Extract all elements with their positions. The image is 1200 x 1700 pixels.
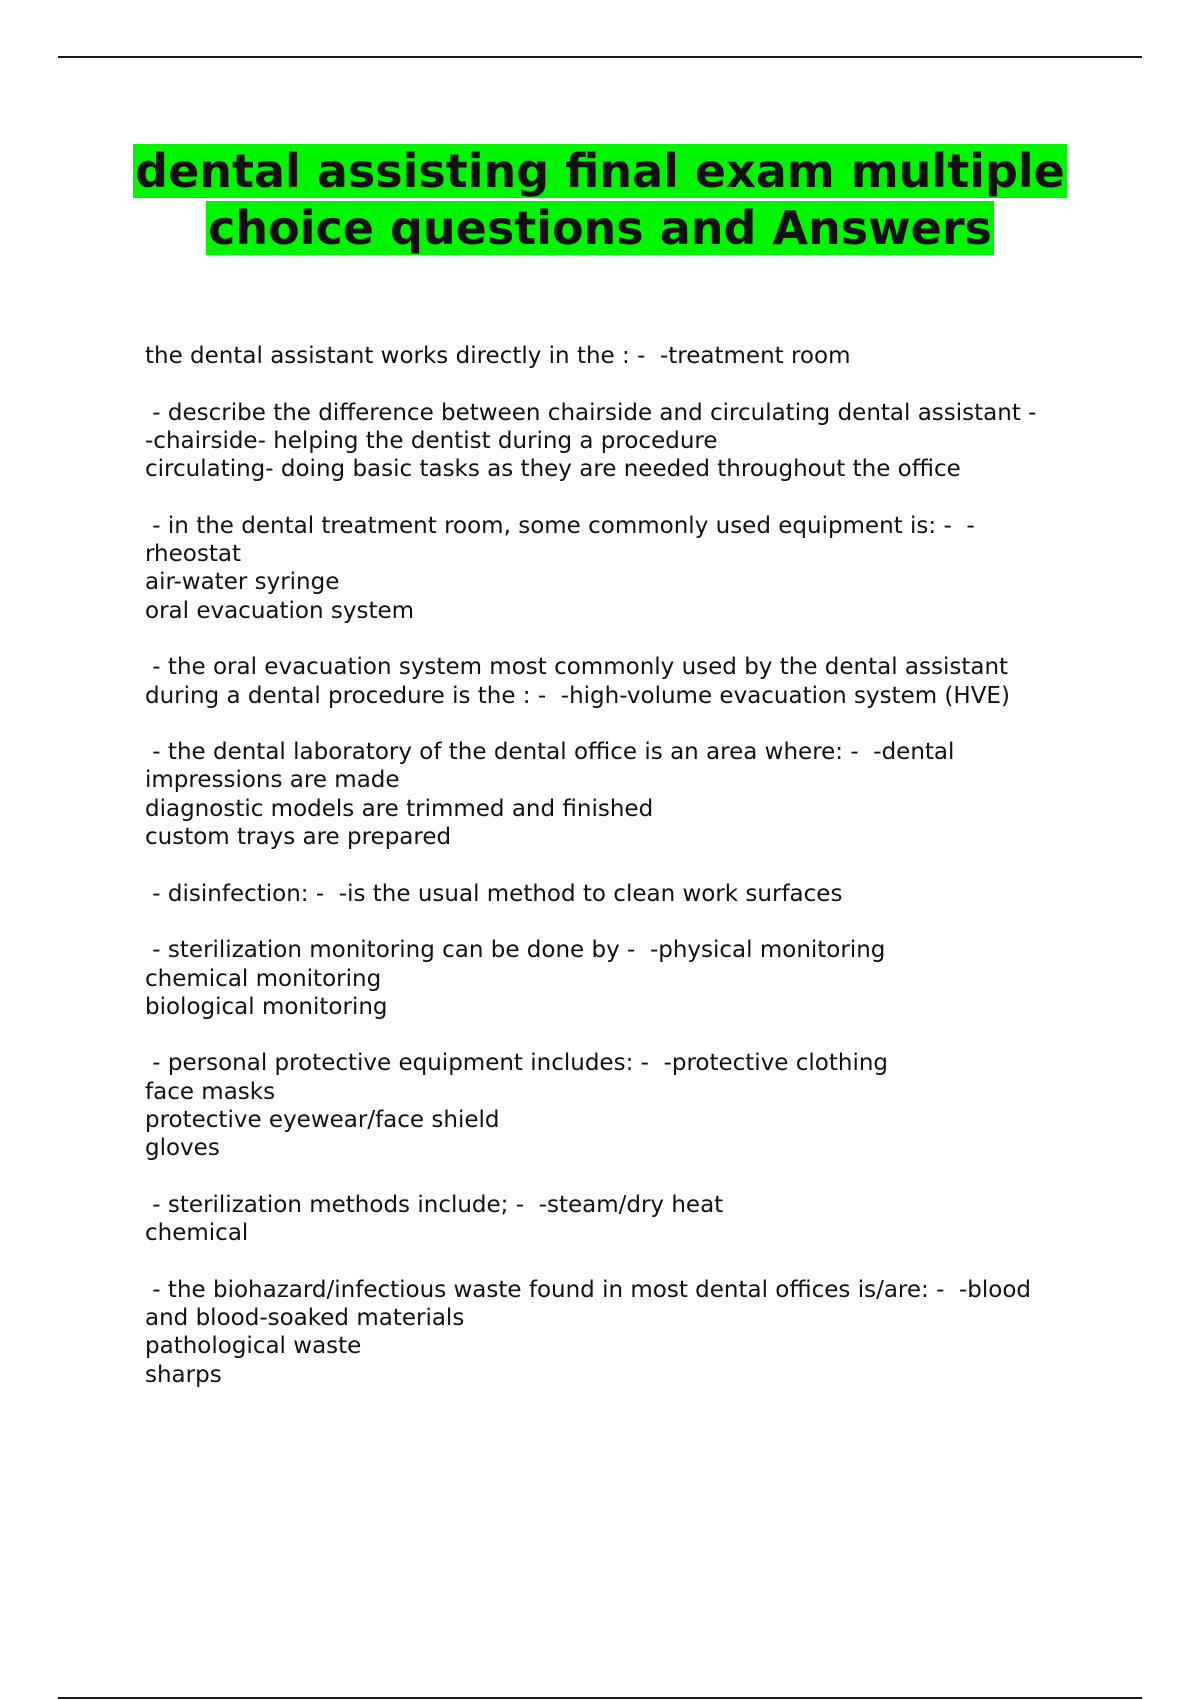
title-highlight: dental assisting final exam multiple choice questions and Answers — [135, 144, 1065, 255]
qa-line: oral evacuation system — [145, 597, 415, 624]
qa-line: chemical — [145, 1220, 249, 1247]
qa-content — [145, 342, 1105, 1417]
qa-line: and blood-soaked materials — [145, 1305, 465, 1332]
qa-entry — [145, 512, 1105, 625]
qa-line: biological monitoring — [145, 993, 388, 1020]
qa-line: impressions are made — [145, 767, 400, 794]
qa-line: the dental assistant works directly in the : - -treatment room — [145, 343, 851, 369]
qa-line: chemical monitoring — [145, 965, 382, 992]
qa-line: during a dental procedure is the : - -high-volume evacuation system (HVE) — [145, 682, 1010, 709]
qa-line: protective eyewear/face shield — [145, 1107, 500, 1134]
document-title — [60, 143, 1140, 257]
qa-entry — [145, 936, 1105, 1021]
qa-line: - disinfection: - -is the usual method to clean work surfaces — [145, 880, 843, 907]
qa-line: - sterilization monitoring can be done by - -physical monitoring — [145, 937, 886, 964]
qa-line: - the dental laboratory of the dental office is an area where: - -dental — [145, 739, 955, 766]
qa-line: - in the dental treatment room, some commonly used equipment is: - - — [145, 512, 975, 539]
qa-entry — [145, 1191, 1105, 1248]
qa-entry — [145, 653, 1105, 710]
qa-line: - the biohazard/infectious waste found in most dental offices is/are: - -blood — [145, 1276, 1032, 1303]
qa-line: custom trays are prepared — [145, 824, 452, 851]
qa-line: - personal protective equipment includes: - -protective clothing — [145, 1050, 889, 1077]
qa-line: rheostat — [145, 541, 241, 568]
qa-entry — [145, 1049, 1105, 1162]
qa-entry — [145, 880, 1105, 908]
qa-line: -chairside- helping the dentist during a procedure — [145, 427, 718, 454]
qa-entry — [145, 738, 1105, 851]
qa-line: sharps — [145, 1361, 222, 1388]
footer-rule — [58, 1697, 1142, 1699]
qa-line: diagnostic models are trimmed and finished — [145, 795, 654, 822]
header-rule — [58, 56, 1142, 58]
qa-line: pathological waste — [145, 1333, 362, 1360]
qa-line: - the oral evacuation system most commonly used by the dental assistant — [145, 654, 1009, 681]
qa-line: - sterilization methods include; - -steam/dry heat — [145, 1191, 724, 1218]
qa-line: circulating- doing basic tasks as they are needed throughout the office — [145, 456, 961, 483]
qa-entry — [145, 1276, 1105, 1389]
qa-line: air-water syringe — [145, 569, 340, 596]
qa-entry — [145, 399, 1105, 484]
qa-line: - describe the difference between chairside and circulating dental assistant - — [145, 399, 1037, 426]
qa-entry — [145, 342, 1105, 370]
qa-line: face masks — [145, 1078, 276, 1105]
qa-line: gloves — [145, 1135, 220, 1162]
